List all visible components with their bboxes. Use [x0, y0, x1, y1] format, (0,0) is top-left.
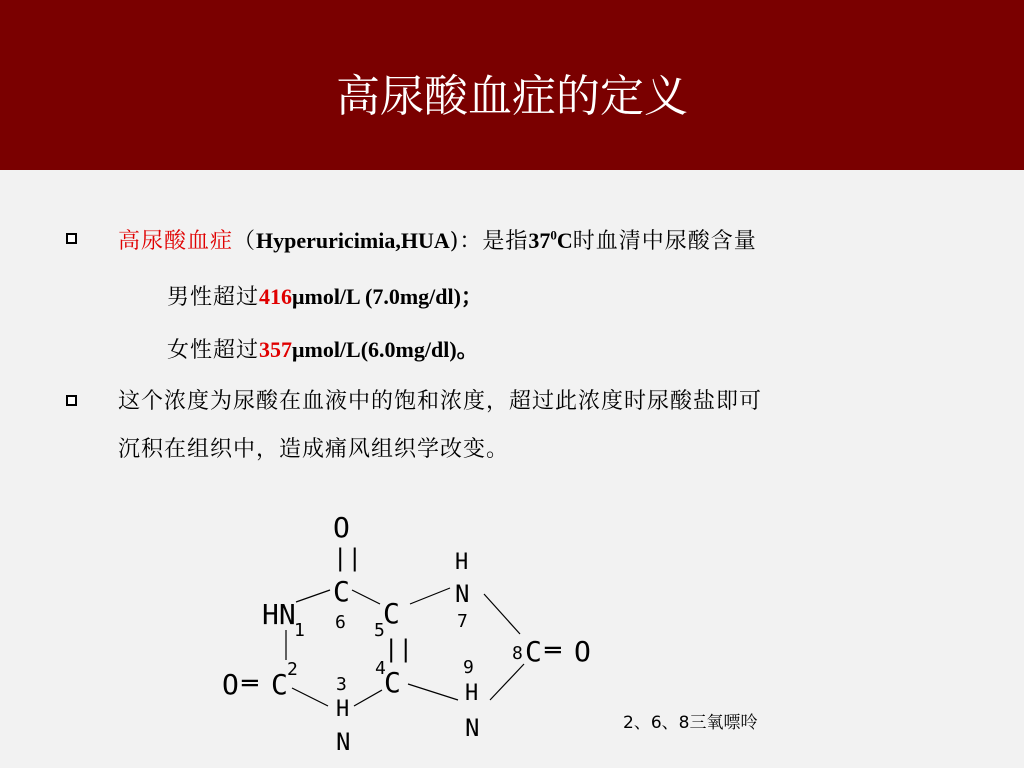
atom-h3: H — [336, 697, 350, 722]
atom-h7: H — [455, 550, 469, 575]
temperature-unit: C — [556, 228, 573, 253]
atom-c2: C — [271, 668, 288, 701]
temperature: 37 — [528, 228, 551, 253]
atom-labels — [222, 511, 591, 756]
num-2: 2 — [287, 659, 298, 680]
bond-double-top: || — [333, 544, 362, 572]
atom-hn1: HN — [262, 598, 296, 631]
definition-rest: 时血清中尿酸含量 — [572, 229, 757, 254]
num-4: 4 — [375, 658, 386, 679]
atom-c6: C — [333, 575, 350, 608]
num-3: 3 — [336, 674, 347, 695]
atom-n9: N — [465, 714, 480, 742]
atom-o-top: O — [333, 511, 350, 544]
slide-title: 高尿酸血症的定义 — [336, 71, 688, 122]
atom-n7: N — [455, 580, 470, 608]
female-label: 女性超过 — [167, 338, 260, 363]
num-8: 8 — [512, 643, 523, 664]
structure-caption: 2、6、8三氧嘌呤 — [623, 713, 758, 733]
saturation-line-2: 沉积在组织中，造成痛风组织学改变。 — [118, 437, 510, 462]
male-unit: μmol/L (7.0mg/dl)； — [292, 284, 483, 309]
atom-n3: N — [336, 728, 351, 756]
atom-o8: O — [574, 635, 591, 668]
num-1: 1 — [294, 620, 305, 641]
num-7: 7 — [457, 611, 468, 632]
male-label: 男性超过 — [167, 285, 260, 310]
atom-h9: H — [465, 681, 479, 706]
atom-c4: C — [384, 666, 401, 699]
female-unit: μmol/L(6.0mg/dl)。 — [292, 337, 479, 362]
after-abbr: )：是指 — [449, 229, 529, 254]
bond-double-45: || — [384, 635, 413, 663]
male-value: 416 — [259, 284, 293, 309]
atom-c5: C — [383, 597, 400, 630]
atom-o2: O — [222, 668, 239, 701]
abbreviation: Hyperuricimia,HUA — [256, 228, 450, 253]
temperature-sup: 0 — [550, 227, 557, 243]
term: 高尿酸血症 — [118, 229, 234, 254]
female-value: 357 — [259, 337, 293, 362]
num-5: 5 — [374, 620, 385, 641]
bond-double-8: ═ — [545, 636, 561, 666]
atom-c8: C — [525, 635, 542, 668]
num-9: 9 — [463, 657, 474, 678]
paren-open: （ — [233, 229, 257, 254]
saturation-line-1: 这个浓度为尿酸在血液中的饱和浓度，超过此浓度时尿酸盐即可 — [118, 389, 763, 414]
bond-double-2: ═ — [242, 669, 258, 699]
num-6: 6 — [335, 612, 346, 633]
